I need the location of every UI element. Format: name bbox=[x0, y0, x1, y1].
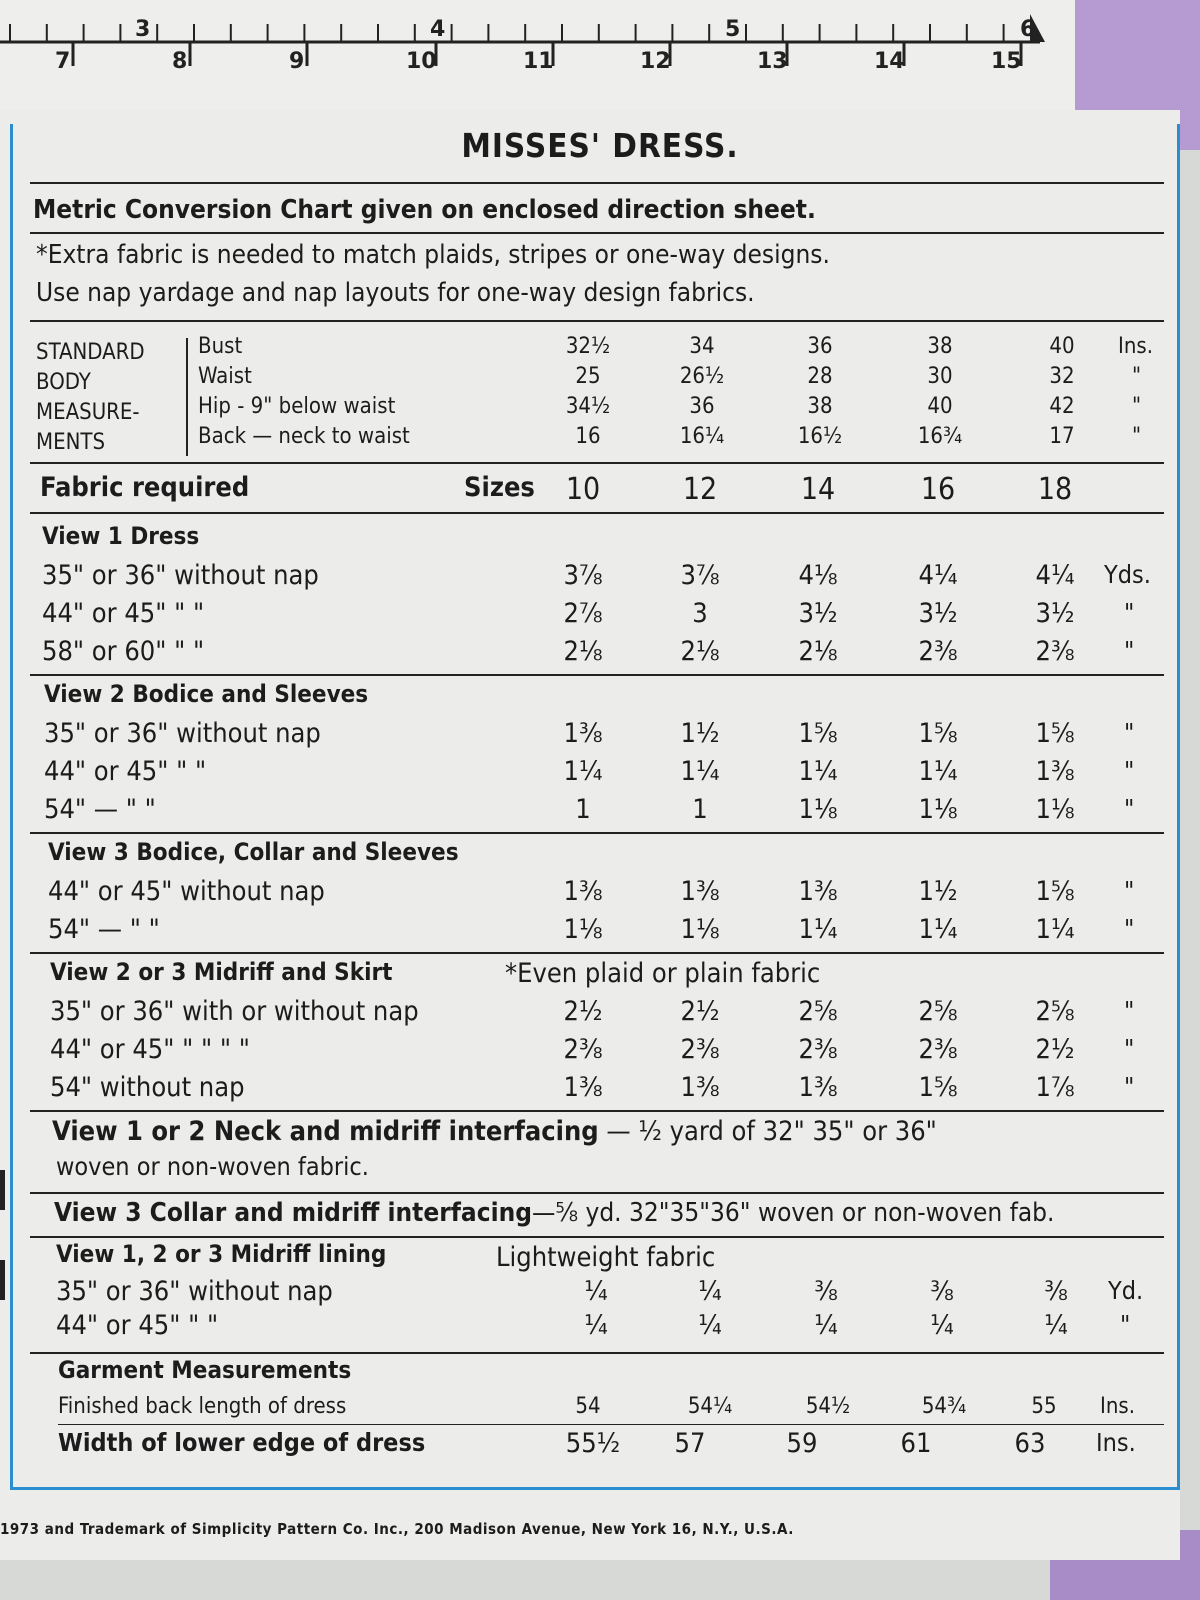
cell: 1⅝ bbox=[1035, 718, 1075, 749]
cell: ¼ bbox=[814, 1310, 838, 1341]
interfacing12-heading: View 1 or 2 Neck and midriff interfacing bbox=[52, 1116, 599, 1147]
garment-row bbox=[0, 1428, 1200, 1458]
copyright-footer: 1973 and Trademark of Simplicity Pattern Co. Inc., 200 Madison Avenue, New York 16, N.Y., U.S.A. bbox=[0, 1520, 794, 1538]
cell: 1⅛ bbox=[798, 794, 838, 825]
cell: 2⅛ bbox=[680, 636, 720, 667]
interfacing3-heading: View 3 Collar and midriff interfacing bbox=[54, 1198, 532, 1228]
divider bbox=[30, 320, 1164, 322]
cell: 54½ bbox=[805, 1394, 851, 1419]
cell: 54 bbox=[575, 1394, 601, 1419]
cell: 2⅜ bbox=[918, 636, 958, 667]
cell: 1⅜ bbox=[798, 1072, 838, 1103]
divider bbox=[30, 462, 1164, 464]
ruler-cm-label: 11 bbox=[523, 49, 554, 74]
cell: 16¼ bbox=[679, 424, 725, 449]
cell: 61 bbox=[900, 1428, 932, 1459]
cell: 38 bbox=[807, 394, 833, 419]
unit: " bbox=[1124, 914, 1135, 943]
row-label: 35" or 36" without nap bbox=[56, 1276, 333, 1307]
cell: 1⅜ bbox=[680, 1072, 720, 1103]
ruler-cm-label: 15 bbox=[991, 49, 1022, 74]
cell: 1⅜ bbox=[798, 876, 838, 907]
cell: 63 bbox=[1014, 1428, 1046, 1459]
edge-mark bbox=[0, 1170, 5, 1210]
row-label: Bust bbox=[198, 334, 243, 359]
cell: ¼ bbox=[584, 1310, 608, 1341]
cell: 2⅛ bbox=[798, 636, 838, 667]
metric-note: Metric Conversion Chart given on enclosed direction sheet. bbox=[33, 195, 816, 225]
cell: 36 bbox=[807, 334, 833, 359]
fabric-row bbox=[0, 914, 1200, 944]
interfacing12-line2: woven or non-woven fabric. bbox=[56, 1152, 369, 1181]
measure-row bbox=[0, 424, 1200, 454]
unit: " bbox=[1124, 756, 1135, 785]
unit: " bbox=[1124, 718, 1135, 747]
cell: 1⅜ bbox=[563, 876, 603, 907]
cell: 16½ bbox=[797, 424, 843, 449]
cell: 2½ bbox=[1035, 1034, 1075, 1065]
row-label: 44" or 45" without nap bbox=[48, 876, 325, 907]
interfacing12-text: — ½ yard of 32" 35" or 36" bbox=[606, 1116, 937, 1147]
unit: " bbox=[1124, 1034, 1135, 1063]
row-label: 58" or 60" " " bbox=[42, 636, 205, 667]
cell: 1¼ bbox=[918, 914, 958, 945]
view1-heading: View 1 Dress bbox=[42, 522, 200, 550]
cell: 1½ bbox=[680, 718, 720, 749]
fabric-row bbox=[0, 718, 1200, 748]
sizes-label: Sizes bbox=[464, 472, 535, 503]
measure-row bbox=[0, 364, 1200, 394]
cell: 30 bbox=[927, 364, 953, 389]
cell: ¼ bbox=[698, 1276, 722, 1307]
cell: 57 bbox=[674, 1428, 706, 1459]
cell: 2⅜ bbox=[1035, 636, 1075, 667]
divider bbox=[30, 1192, 1164, 1194]
fabric-row bbox=[0, 996, 1200, 1026]
size-16: 16 bbox=[920, 472, 956, 507]
cell: ⅜ bbox=[930, 1276, 954, 1307]
cell: 1¼ bbox=[798, 914, 838, 945]
ruler-cm-label: 14 bbox=[874, 49, 905, 74]
cell: 1⅛ bbox=[918, 794, 958, 825]
divider bbox=[30, 182, 1164, 184]
ruler-cm-label: 9 bbox=[289, 49, 305, 74]
cell: 16¾ bbox=[917, 424, 963, 449]
cell: 1¼ bbox=[563, 756, 603, 787]
cell: 16 bbox=[575, 424, 601, 449]
cell: 1⅛ bbox=[1035, 794, 1075, 825]
cell: ¼ bbox=[698, 1310, 722, 1341]
row-label: 35" or 36" with or without nap bbox=[50, 996, 419, 1027]
unit: " bbox=[1124, 794, 1135, 823]
cell: 4¼ bbox=[918, 560, 958, 591]
ruler-inch-label: 5 bbox=[725, 17, 741, 42]
cell: 2½ bbox=[563, 996, 603, 1027]
ruler-inch-label: 6 bbox=[1020, 17, 1036, 42]
divider bbox=[30, 232, 1164, 234]
row-label: Finished back length of dress bbox=[58, 1394, 347, 1419]
cell: ¼ bbox=[584, 1276, 608, 1307]
unit: " bbox=[1124, 636, 1135, 665]
cell: 4¼ bbox=[1035, 560, 1075, 591]
divider bbox=[30, 1352, 1164, 1354]
cell: 4⅛ bbox=[798, 560, 838, 591]
extra-note-1: *Extra fabric is needed to match plaids, stripes or one-way designs. bbox=[36, 240, 830, 270]
cell: 26½ bbox=[679, 364, 725, 389]
cell: 2½ bbox=[680, 996, 720, 1027]
cell: 1⅞ bbox=[1035, 1072, 1075, 1103]
ruler-cm-label: 12 bbox=[640, 49, 671, 74]
cell: 1¼ bbox=[918, 756, 958, 787]
cell: 1½ bbox=[918, 876, 958, 907]
unit: " bbox=[1120, 1310, 1131, 1339]
divider bbox=[30, 512, 1164, 514]
unit: Ins. bbox=[1096, 1428, 1136, 1457]
row-label: 54" — " " bbox=[44, 794, 156, 825]
side-label: MENTS bbox=[36, 430, 106, 455]
cell: 28 bbox=[807, 364, 833, 389]
cell: 2⅜ bbox=[563, 1034, 603, 1065]
cell: 55½ bbox=[565, 1428, 621, 1459]
cell: 3 bbox=[692, 598, 708, 629]
cell: 1⅜ bbox=[1035, 756, 1075, 787]
ruler-cm-label: 10 bbox=[406, 49, 437, 74]
extra-note-2: Use nap yardage and nap layouts for one-way design fabrics. bbox=[36, 278, 755, 308]
side-label: STANDARD bbox=[36, 340, 145, 365]
cell: 1¼ bbox=[680, 756, 720, 787]
cell: 17 bbox=[1049, 424, 1075, 449]
cell: 1⅛ bbox=[680, 914, 720, 945]
unit: Ins. bbox=[1100, 1394, 1135, 1419]
cell: 3½ bbox=[798, 598, 838, 629]
fabric-row bbox=[0, 1072, 1200, 1102]
cell: 2⅝ bbox=[1035, 996, 1075, 1027]
cell: 54¼ bbox=[687, 1394, 733, 1419]
unit: " bbox=[1124, 598, 1135, 627]
unit: " bbox=[1132, 394, 1142, 419]
view2-heading: View 2 Bodice and Sleeves bbox=[44, 680, 369, 708]
size-14: 14 bbox=[800, 472, 836, 507]
fabric-row bbox=[0, 756, 1200, 786]
cell: 34½ bbox=[565, 394, 611, 419]
ruler-cm-label: 13 bbox=[757, 49, 788, 74]
unit: " bbox=[1124, 1072, 1135, 1101]
row-label: 44" or 45" " " bbox=[44, 756, 207, 787]
cell: ¼ bbox=[1044, 1310, 1068, 1341]
cell: ⅜ bbox=[814, 1276, 838, 1307]
cell: 1⅝ bbox=[1035, 876, 1075, 907]
divider bbox=[30, 952, 1164, 954]
measure-row bbox=[0, 394, 1200, 424]
row-label: 44" or 45" " " bbox=[56, 1310, 219, 1341]
cell: 3½ bbox=[1035, 598, 1075, 629]
cell: 1⅜ bbox=[563, 718, 603, 749]
cell: 2⅝ bbox=[918, 996, 958, 1027]
cell: 32½ bbox=[565, 334, 611, 359]
row-label: 54" — " " bbox=[48, 914, 160, 945]
cell: 40 bbox=[927, 394, 953, 419]
cell: 25 bbox=[575, 364, 601, 389]
side-label: BODY bbox=[36, 370, 91, 395]
garment-row bbox=[0, 1394, 1200, 1424]
cell: 38 bbox=[927, 334, 953, 359]
cell: 1⅝ bbox=[798, 718, 838, 749]
view23-note: *Even plaid or plain fabric bbox=[505, 958, 821, 989]
lining-heading: View 1, 2 or 3 Midriff lining bbox=[56, 1240, 387, 1268]
ruler bbox=[0, 0, 1075, 115]
cell: 32 bbox=[1049, 364, 1075, 389]
ruler-inch-label: 4 bbox=[430, 17, 446, 42]
ruler-graphic bbox=[0, 0, 1075, 115]
row-label: Hip - 9" below waist bbox=[198, 394, 396, 419]
cell: 34 bbox=[689, 334, 715, 359]
interfacing12-line bbox=[52, 1116, 937, 1147]
ruler-cm-label: 8 bbox=[172, 49, 188, 74]
cell: 2⅜ bbox=[680, 1034, 720, 1065]
divider bbox=[30, 1110, 1164, 1112]
cell: 3⅞ bbox=[563, 560, 603, 591]
row-label: Back — neck to waist bbox=[198, 424, 410, 449]
row-label: 54" without nap bbox=[50, 1072, 245, 1103]
page-title: MISSES' DRESS. bbox=[461, 126, 739, 165]
fabric-required-label: Fabric required bbox=[40, 472, 250, 503]
cell: ⅜ bbox=[1044, 1276, 1068, 1307]
size-18: 18 bbox=[1037, 472, 1073, 507]
ruler-cm-label: 7 bbox=[55, 49, 71, 74]
cell: 55 bbox=[1031, 1394, 1057, 1419]
fabric-row bbox=[0, 794, 1200, 824]
cell: 1⅛ bbox=[563, 914, 603, 945]
cell: 36 bbox=[689, 394, 715, 419]
sizes-header bbox=[0, 472, 1200, 507]
unit: Yd. bbox=[1108, 1276, 1144, 1305]
ruler-inch-label: 3 bbox=[135, 17, 151, 42]
cell: 2⅝ bbox=[798, 996, 838, 1027]
interfacing3-line bbox=[54, 1198, 1054, 1228]
fabric-row bbox=[0, 1276, 1200, 1306]
cell: ¼ bbox=[930, 1310, 954, 1341]
cell: 1⅝ bbox=[918, 1072, 958, 1103]
garment-heading: Garment Measurements bbox=[58, 1356, 352, 1384]
cell: 2⅜ bbox=[918, 1034, 958, 1065]
cell: 1¼ bbox=[798, 756, 838, 787]
row-label: 35" or 36" without nap bbox=[42, 560, 319, 591]
fabric-row bbox=[0, 560, 1200, 590]
fabric-row bbox=[0, 598, 1200, 628]
measure-row bbox=[0, 334, 1200, 364]
cell: 1⅝ bbox=[918, 718, 958, 749]
row-label: 44" or 45" " " " " bbox=[50, 1034, 250, 1065]
cell: 2⅛ bbox=[563, 636, 603, 667]
cell: 3½ bbox=[918, 598, 958, 629]
view3-heading: View 3 Bodice, Collar and Sleeves bbox=[48, 838, 459, 866]
unit: " bbox=[1132, 364, 1142, 389]
cell: 1 bbox=[692, 794, 708, 825]
row-label: 44" or 45" " " bbox=[42, 598, 205, 629]
size-12: 12 bbox=[682, 472, 718, 507]
cell: 42 bbox=[1049, 394, 1075, 419]
side-label: MEASURE- bbox=[36, 400, 140, 425]
row-label: Waist bbox=[198, 364, 252, 389]
view23-heading: View 2 or 3 Midriff and Skirt bbox=[50, 958, 393, 986]
divider bbox=[30, 674, 1164, 676]
row-label: Width of lower edge of dress bbox=[58, 1428, 426, 1457]
cell: 59 bbox=[786, 1428, 818, 1459]
unit: " bbox=[1124, 996, 1135, 1025]
size-10: 10 bbox=[565, 472, 601, 507]
divider bbox=[30, 832, 1164, 834]
unit: Yds. bbox=[1104, 560, 1151, 589]
cell: 54¾ bbox=[921, 1394, 967, 1419]
fabric-row bbox=[0, 1034, 1200, 1064]
cell: 1¼ bbox=[1035, 914, 1075, 945]
unit: Ins. bbox=[1118, 334, 1153, 359]
unit: " bbox=[1124, 876, 1135, 905]
fabric-row bbox=[0, 876, 1200, 906]
cell: 2⅜ bbox=[798, 1034, 838, 1065]
interfacing3-text: —⅝ yd. 32"35"36" woven or non-woven fab. bbox=[531, 1198, 1055, 1228]
cell: 2⅞ bbox=[563, 598, 603, 629]
cell: 40 bbox=[1049, 334, 1075, 359]
lining-note: Lightweight fabric bbox=[496, 1242, 716, 1273]
unit: " bbox=[1132, 424, 1142, 449]
row-label: 35" or 36" without nap bbox=[44, 718, 321, 749]
divider bbox=[58, 1424, 1164, 1425]
cell: 3⅞ bbox=[680, 560, 720, 591]
divider bbox=[30, 1236, 1164, 1238]
fabric-row bbox=[0, 1310, 1200, 1340]
fabric-row bbox=[0, 636, 1200, 666]
cell: 1⅜ bbox=[563, 1072, 603, 1103]
cell: 1⅜ bbox=[680, 876, 720, 907]
cell: 1 bbox=[575, 794, 591, 825]
